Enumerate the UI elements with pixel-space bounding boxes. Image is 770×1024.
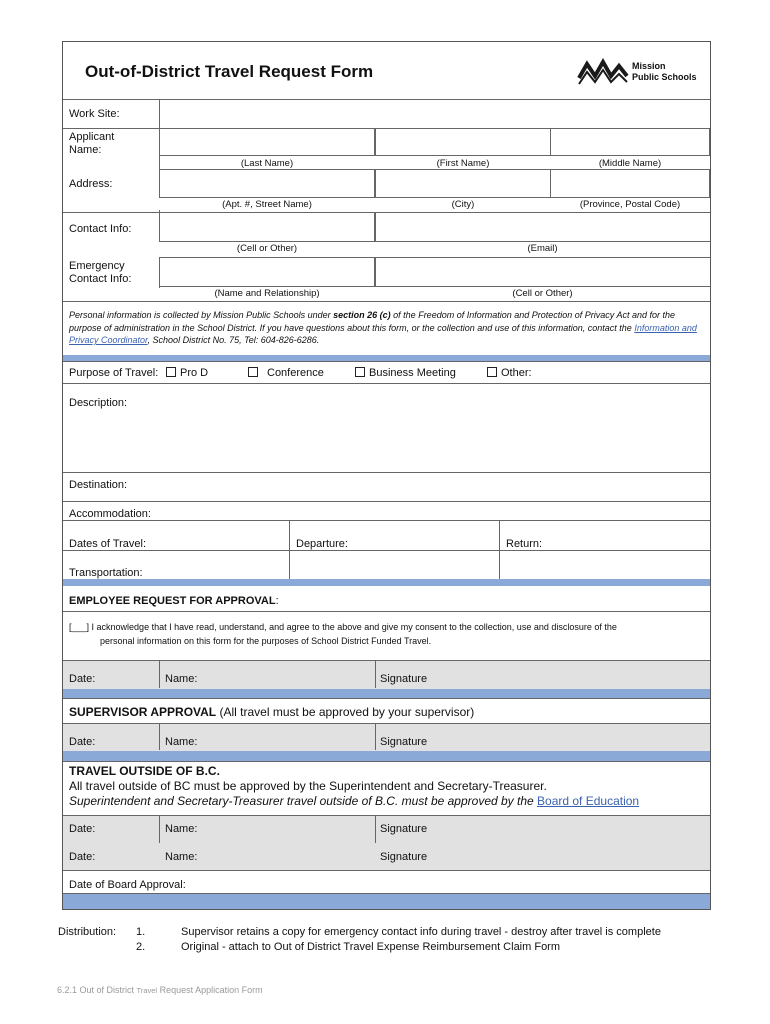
transportation-label: Transportation: xyxy=(69,567,143,579)
name-relationship-caption: (Name and Relationship) xyxy=(214,288,320,299)
pro-d-label: Pro D xyxy=(180,367,209,379)
province-caption: (Province, Postal Code) xyxy=(579,199,681,210)
distribution-item-2: Original - attach to Out of District Travel Expense Reimbursement Claim Form xyxy=(181,941,561,953)
return-label: Return: xyxy=(506,538,543,550)
privacy-section: section 26 (c) xyxy=(333,310,391,320)
employee-signature-label: Signature xyxy=(380,673,428,685)
supervisor-heading-text: SUPERVISOR APPROVAL xyxy=(69,705,217,719)
supervisor-name-label: Name: xyxy=(165,736,198,748)
first-name-field[interactable] xyxy=(375,128,551,156)
privacy-text-3: , School District No. 75, Tel: 604-826-6286. xyxy=(147,335,320,345)
supervisor-date-label: Date: xyxy=(69,736,96,748)
employee-date-label: Date: xyxy=(69,673,96,685)
option-conference[interactable] xyxy=(248,367,324,379)
email-field[interactable] xyxy=(375,212,710,242)
distribution-item-2-num: 2. xyxy=(136,941,146,953)
conference-checkbox[interactable] xyxy=(248,367,258,377)
supervisor-signature-label: Signature xyxy=(380,736,428,748)
footer-text xyxy=(57,985,263,995)
email-caption: (Email) xyxy=(527,243,558,254)
outside-bc-signature-label-1: Signature xyxy=(380,823,428,835)
other-label: Other: xyxy=(501,367,532,379)
emergency-label-2: Contact Info: xyxy=(69,273,132,285)
applicant-name-label-1: Applicant xyxy=(69,131,115,143)
departure-label: Departure: xyxy=(296,538,348,550)
acknowledgement xyxy=(69,620,617,648)
employee-heading-text: EMPLOYEE REQUEST FOR APPROVAL xyxy=(69,595,276,607)
street-caption: (Apt. #, Street Name) xyxy=(222,199,312,210)
outside-bc-heading: TRAVEL OUTSIDE OF B.C. xyxy=(69,764,220,778)
business-meeting-label: Business Meeting xyxy=(369,367,456,379)
section-band xyxy=(63,689,710,698)
street-field[interactable] xyxy=(159,169,375,198)
mission-logo xyxy=(577,54,697,88)
supervisor-heading xyxy=(69,705,474,719)
destination-label: Destination: xyxy=(69,479,128,491)
outside-bc-date-label-2: Date: xyxy=(69,851,96,863)
outside-bc-line-1: All travel outside of BC must be approved by the Superintendent and Secretary-Treasurer. xyxy=(69,779,547,793)
footer-text-2: Request Application Form xyxy=(157,985,263,995)
emergency-cell-field[interactable] xyxy=(375,257,710,287)
middle-name-field[interactable] xyxy=(550,128,710,156)
distribution-item-1-num: 1. xyxy=(136,926,146,938)
outside-bc-line-2 xyxy=(69,794,639,808)
mission-logo-mark-icon xyxy=(577,56,629,86)
description-field[interactable] xyxy=(63,384,710,472)
work-site-field[interactable] xyxy=(160,100,709,128)
footer-text-1: 6.2.1 Out of District xyxy=(57,985,137,995)
option-other[interactable] xyxy=(487,367,532,379)
outside-bc-name-label-1: Name: xyxy=(165,823,198,835)
privacy-text-2: of the Freedom of Information and Protection of Privacy Act and for the purpose of administration in the School District. If you have questions about this form, or the collection and use of this information, contact the xyxy=(69,310,675,333)
employee-heading-colon: : xyxy=(275,595,279,607)
purpose-label: Purpose of Travel: xyxy=(69,367,159,379)
logo-line-1: Mission xyxy=(632,61,666,71)
acknowledge-line-1: I acknowledge that I have read, understand, and agree to the above and give my consent to the collection, use and disclosure of the xyxy=(91,622,617,632)
applicant-name-label-2: Name: xyxy=(69,144,102,156)
emergency-name-field[interactable] xyxy=(159,257,375,287)
work-site-label: Work Site: xyxy=(69,108,120,120)
section-band xyxy=(63,579,710,586)
other-checkbox[interactable] xyxy=(487,367,497,377)
employee-heading xyxy=(69,595,279,607)
board-approval-label: Date of Board Approval: xyxy=(69,879,186,891)
address-label: Address: xyxy=(69,178,113,190)
emergency-label-1: Emergency xyxy=(69,260,125,272)
description-label: Description: xyxy=(69,397,128,409)
logo-line-2: Public Schools xyxy=(632,72,697,82)
contact-info-label: Contact Info: xyxy=(69,223,132,235)
dates-label: Dates of Travel: xyxy=(69,538,147,550)
form-title: Out-of-District Travel Request Form xyxy=(85,62,374,81)
last-name-field[interactable] xyxy=(159,128,375,156)
employee-name-label: Name: xyxy=(165,673,198,685)
acknowledge-line-2: personal information on this form for the purposes of School District Funded Travel. xyxy=(100,636,432,646)
section-band xyxy=(63,751,710,761)
privacy-coordinator-link[interactable]: Information and Privacy Coordinator xyxy=(69,322,697,345)
outside-bc-name-label-2: Name: xyxy=(165,851,198,863)
section-band xyxy=(63,894,710,909)
province-field[interactable] xyxy=(550,169,710,198)
cell-caption: (Cell or Other) xyxy=(236,243,298,254)
outside-bc-line-2-text: Superintendent and Secretary-Treasurer travel outside of B.C. must be approved by the xyxy=(69,794,538,808)
travel-request-form xyxy=(62,41,711,910)
distribution-item-1: Supervisor retains a copy for emergency contact info during travel - destroy after travel is complete xyxy=(181,926,661,938)
privacy-text-1: Personal information is collected by Mission Public Schools under xyxy=(69,310,334,320)
first-name-caption: (First Name) xyxy=(436,158,490,169)
distribution-label: Distribution: xyxy=(58,926,117,938)
outside-bc-date-label-1: Date: xyxy=(69,823,96,835)
middle-name-caption: (Middle Name) xyxy=(598,158,662,169)
option-pro-d[interactable] xyxy=(166,367,208,379)
cell-field[interactable] xyxy=(159,212,375,242)
pro-d-checkbox[interactable] xyxy=(166,367,176,377)
acknowledge-checkbox[interactable]: [___] xyxy=(69,622,92,632)
board-of-education-link[interactable]: Board of Education xyxy=(537,794,640,808)
city-field[interactable] xyxy=(375,169,551,198)
supervisor-note: (All travel must be approved by your supervisor) xyxy=(216,705,475,719)
emergency-cell-caption: (Cell or Other) xyxy=(512,288,573,299)
accommodation-label: Accommodation: xyxy=(69,508,151,520)
privacy-notice xyxy=(69,309,705,347)
outside-bc-signature-label-2: Signature xyxy=(380,851,428,863)
option-business-meeting[interactable] xyxy=(355,367,456,379)
city-caption: (City) xyxy=(451,199,475,210)
footer-travel: Travel xyxy=(136,986,158,995)
conference-label: Conference xyxy=(267,367,324,379)
last-name-caption: (Last Name) xyxy=(240,158,294,169)
business-meeting-checkbox[interactable] xyxy=(355,367,365,377)
